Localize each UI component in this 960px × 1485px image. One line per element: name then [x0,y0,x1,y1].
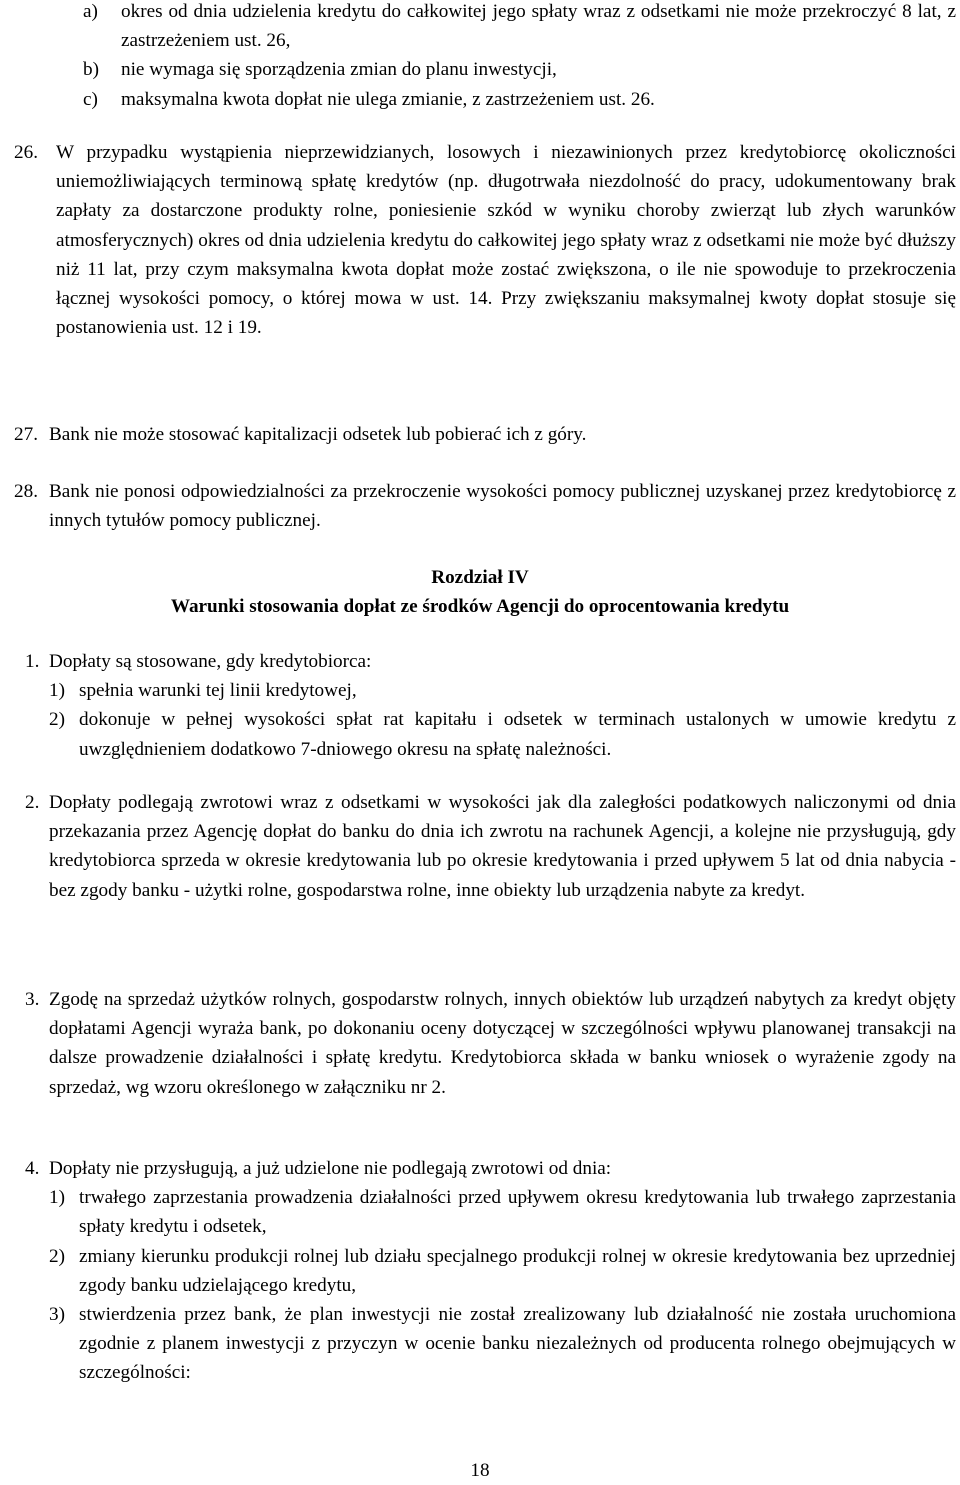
list-item-label: a) [83,1,98,22]
section-3 [0,985,960,1102]
list-item-label: b) [83,59,99,81]
list-item [49,1242,956,1300]
list-item [49,1183,956,1241]
list-item-text: spełnia warunki tej linii kredytowej, [79,680,357,702]
section-text: Dopłaty nie przysługują, a już udzielone nie podlegają zwrotowi od dnia: [49,1158,612,1179]
list-item [83,0,956,55]
top-list [0,0,960,114]
section-text: Dopłaty podlegają zwrotowi wraz z odsetkami w wysokości jak dla zaległości podatkowych naliczonymi od dnia przekazania przez Agencję dopłat do banku do dnia ich zwrotu na rachunek Agencji, a kolejne nie przysługują, gdy kredytobiorca sprzeda w okresie kredytowania lub po okresie kredytowania i przed upływem 5 lat od dnia nabycia - bez zgody banku - użytki rolne, gospodarstwa rolne, inne obiekty lub urządzenia nabyte za kredyt. [49,792,956,901]
list-item-text: okres od dnia udzielenia kredytu do całkowitej jego spłaty wraz z odsetkami nie może przekroczyć 8 lat, z zastrzeżeniem ust. 26, [121,1,956,52]
section [25,985,956,1102]
paragraph-number: 28. [14,481,38,502]
list-item-text: nie wymaga się sporządzenia zmian do planu inwestycji, [121,59,557,81]
paragraph-27 [0,420,960,449]
paragraph-28 [0,477,960,535]
chapter-heading [0,563,960,621]
list-item-label: 1) [49,1187,65,1209]
section-1 [0,647,960,764]
list-item-text: trwałego zaprzestania prowadzenia działalności przed upływem okresu kredytowania lub trwałego zaprzestania spłaty kredytu i odsetek, [79,1187,956,1238]
paragraph-number: 27. [14,424,38,445]
list-item-label: 2) [49,1245,65,1267]
section-number: 1. [25,651,40,672]
list-item-text: maksymalna kwota dopłat nie ulega zmianie, z zastrzeżeniem ust. 26. [121,88,655,110]
section-number: 2. [25,792,40,813]
list-item [49,705,956,763]
list-item [49,1300,956,1388]
list-item-text: stwierdzenia przez bank, że plan inwestycji nie został zrealizowany lub działalność nie została uruchomiona zgodnie z planem inwestycji z przyczyn w ocenie banku niezależnych od producenta rolnego obejmujących w szczególności: [79,1304,956,1384]
section-number: 3. [25,989,40,1010]
section-4 [0,1154,960,1388]
section-number: 4. [25,1158,40,1179]
paragraph [14,477,956,535]
list-item [49,676,956,705]
list-item-text: zmiany kierunku produkcji rolnej lub działu specjalnego produkcji rolnej w okresie kredytowania bez uprzedniej zgody banku udzielającego kredytu, [79,1245,956,1296]
section-intro [25,647,956,676]
page-number: 18 [470,1460,490,1481]
list-item-label: 3) [49,1304,65,1326]
paragraph-26 [0,138,960,342]
chapter-subtitle: Warunki stosowania dopłat ze środków Agencji do oprocentowania kredytu [170,596,790,618]
paragraph-text: Bank nie ponosi odpowiedzialności za przekroczenie wysokości pomocy publicznej uzyskanej przez kredytobiorcę z innych tytułów pomocy publicznej. [49,481,956,532]
section-text: Zgodę na sprzedaż użytków rolnych, gospodarstw rolnych, innych obiektów lub urządzeń nabytych za kredyt objęty dopłatami Agencji wyraża bank, po dokonaniu oceny dotyczącej w szczególności wpływu planowanej transakcji na dalsze prowadzenie działalności i spłatę kredytu. Kredytobiorca składa w banku wniosek o wyrażenie zgody na sprzedaż, wg wzoru określonego w załączniku nr 2. [49,989,956,1098]
paragraph [14,420,956,449]
section-2 [0,788,960,905]
list-item-label: c) [83,88,98,110]
list-item-label: 1) [49,680,65,702]
list-item-text: dokonuje w pełnej wysokości spłat rat kapitału i odsetek w terminach ustalonych w umowie kredytu z uwzględnieniem dodatkowo 7-dniowego okresu na spłatę należności. [79,709,956,760]
paragraph-text: W przypadku wystąpienia nieprzewidzianych, losowych i niezawinionych przez kredytobiorcę okoliczności uniemożliwiających terminową spłatę kredytów (np. długotrwała niezdolność do pracy, udokumentowany brak zapłaty za dostarczone produkty rolne, poniesienie szkód w wyniku choroby zwierząt lub złych warunków atmosferycznych) okres od dnia udzielenia kredytu do całkowitej jego spłaty wraz z odsetkami nie może być dłuższy niż 11 lat, przy czym maksymalna kwota dopłat może zostać zwiększona, o ile nie spowoduje to przekroczenia łącznej wysokości pomocy, o której mowa w ust. 14. Przy zwiększaniu maksymalnej kwoty dopłat stosuje się postanowienia ust. 12 i 19. [56,142,956,339]
paragraph-number: 26. [14,142,38,163]
list-item [83,85,956,114]
section [25,788,956,905]
list-item-label: 2) [49,709,65,731]
paragraph-text: Bank nie może stosować kapitalizacji odsetek lub pobierać ich z góry. [49,424,587,445]
chapter-title: Rozdział IV [431,567,529,588]
list-item [83,55,956,84]
paragraph [14,138,956,342]
section-text: Dopłaty są stosowane, gdy kredytobiorca: [49,651,372,672]
section-intro [25,1154,956,1183]
